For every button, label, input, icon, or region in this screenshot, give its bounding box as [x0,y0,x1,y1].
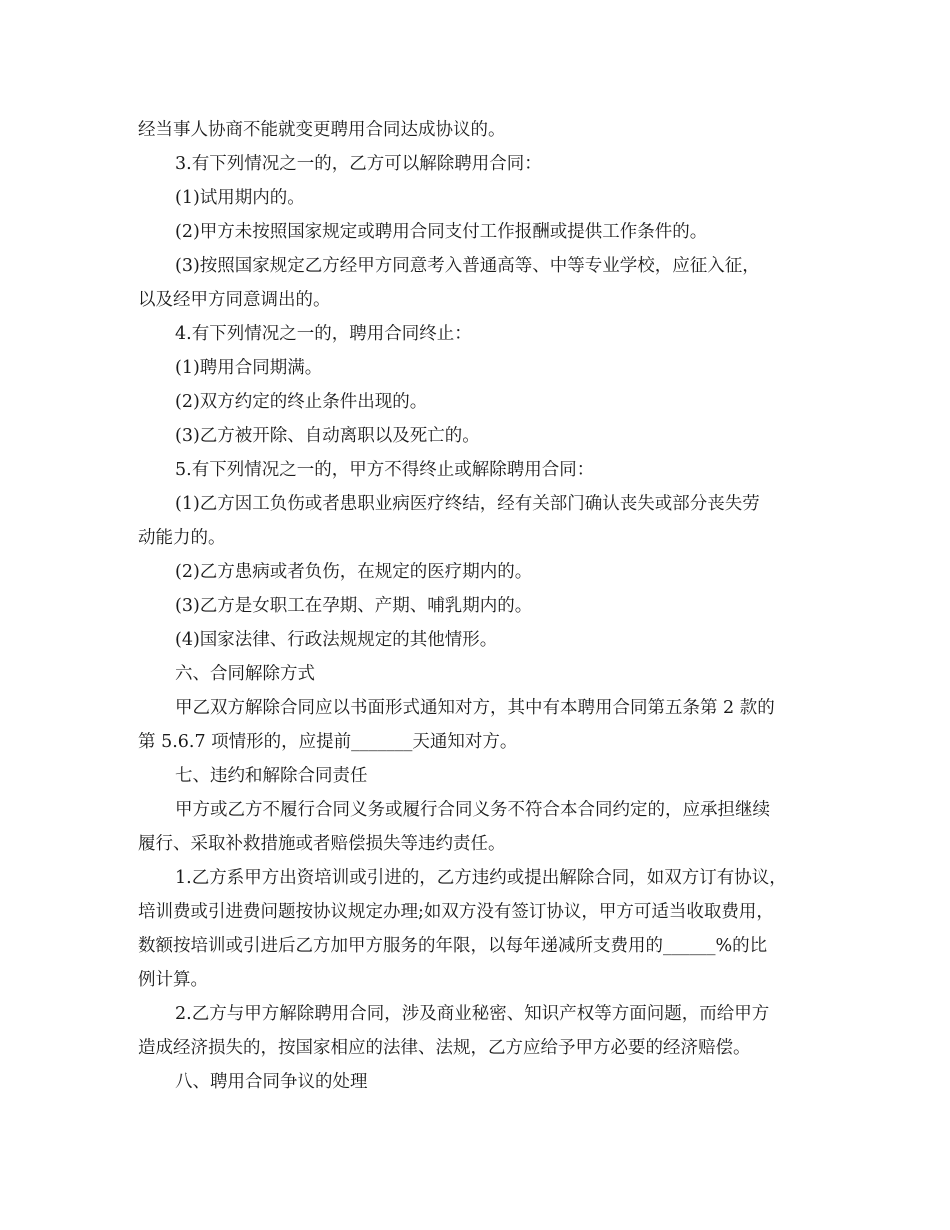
clause-heading: 5.有下列情况之一的，甲方不得终止或解除聘用合同： [175,460,595,480]
paragraph-line: 动能力的。 [138,528,226,548]
paragraph-line: 第 5.6.7 项情形的，应提前_______天通知对方。 [138,732,518,752]
document-body [138,113,818,1099]
paragraph-line: 甲乙双方解除合同应以书面形式通知对方，其中有本聘用合同第五条第 2 款的 [175,698,775,718]
list-item: (1)试用期内的。 [175,188,305,208]
paragraph-line: 例计算。 [138,970,208,990]
paragraph-line: 造成经济损失的，按国家相应的法律、法规，乙方应给予甲方必要的经济赔偿。 [138,1038,751,1058]
list-item: (2)甲方未按照国家规定或聘用合同支付工作报酬或提供工作条件的。 [175,222,708,242]
section-heading: 六、合同解除方式 [175,664,315,684]
list-item: (2)乙方患病或者负伤，在规定的医疗期内的。 [175,562,533,582]
paragraph-line: 数额按培训或引进后乙方加甲方服务的年限，以每年递减所支费用的______%的比 [138,936,768,956]
list-item: (3)乙方被开除、自动离职以及死亡的。 [175,426,480,446]
section-heading: 八、聘用合同争议的处理 [175,1072,368,1092]
paragraph-line: 培训费或引进费问题按协议规定办理;如双方没有签订协议，甲方可适当收取费用， [138,902,774,922]
paragraph-line: 以及经甲方同意调出的。 [138,290,331,310]
clause-heading: 3.有下列情况之一的，乙方可以解除聘用合同： [175,154,542,174]
clause-heading: 1.乙方系甲方出资培训或引进的，乙方违约或提出解除合同，如双方订有协议， [175,868,787,888]
section-heading: 七、违约和解除合同责任 [175,766,368,786]
list-item: (4)国家法律、行政法规规定的其他情形。 [175,630,498,650]
paragraph-line: 甲方或乙方不履行合同义务或履行合同义务不符合本合同约定的，应承担继续 [175,800,770,820]
list-item: (1)聘用合同期满。 [175,358,323,378]
paragraph-line: 履行、采取补救措施或者赔偿损失等违约责任。 [138,834,506,854]
clause-heading: 4.有下列情况之一的，聘用合同终止： [175,324,472,344]
paragraph-line: 经当事人协商不能就变更聘用合同达成协议的。 [138,120,506,140]
list-item: (2)双方约定的终止条件出现的。 [175,392,428,412]
list-item: (3)乙方是女职工在孕期、产期、哺乳期内的。 [175,596,533,616]
list-item: (3)按照国家规定乙方经甲方同意考入普通高等、中等专业学校，应征入征， [175,256,760,276]
clause-heading: 2.乙方与甲方解除聘用合同，涉及商业秘密、知识产权等方面问题，而给甲方 [175,1004,770,1024]
list-item: (1)乙方因工负伤或者患职业病医疗终结，经有关部门确认丧失或部分丧失劳 [175,494,760,514]
